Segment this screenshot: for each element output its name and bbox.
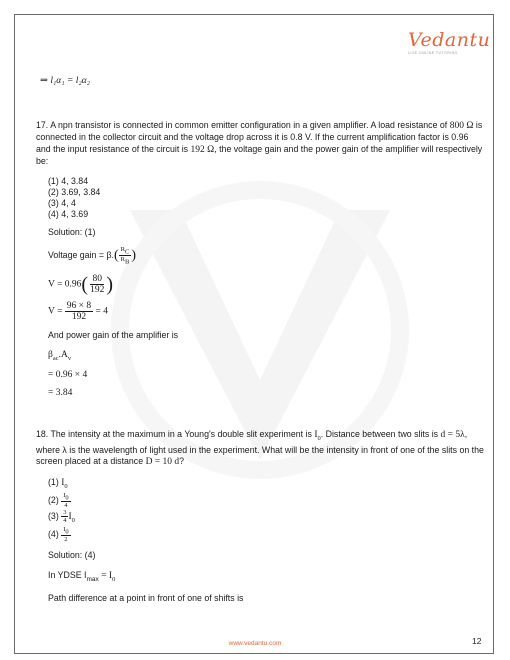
power-gain-step-2: = 3.84 <box>48 387 73 398</box>
power-gain-text: And power gain of the amplifier is <box>48 329 179 340</box>
option-3: (3) $\frac{3}{4}$ $I_0$ <box>48 509 75 525</box>
top-equation: ⇒ l₁α₁ = l₂α₂ <box>40 76 90 86</box>
question-18-options <box>36 477 484 543</box>
question-17-text: 17. A npn transistor is connected in common emitter configuration in a given amplifier. A load resistance of 800 Ω is connected in the collector circuit and the voltage drop across it is 0.8 V. If the current amplification factor is 0.96 and the input resistance of the circuit is 192 Ω, the voltage gain and the power gain of the amplifier will respectively be: <box>36 119 483 166</box>
ydse-imax: In YDSE $I_{max} = I_0$ <box>48 569 116 583</box>
option-1: (1) $I_0$ <box>48 476 68 490</box>
path-difference-text: Path difference at a point in front of one of shifts is <box>48 592 244 603</box>
option-4: (4) 4, 3.69 <box>48 208 89 219</box>
solution-18 <box>36 550 484 604</box>
option-1: (1) 4, 3.84 <box>48 175 89 186</box>
page-number: 12 <box>472 636 482 646</box>
question-17-options <box>36 176 484 220</box>
option-2: (2) 3.69, 3.84 <box>48 186 101 197</box>
option-3: (3) 4, 4 <box>48 197 76 208</box>
solution-18-answer: Solution: (4) <box>48 550 96 561</box>
solution-17 <box>36 227 484 400</box>
voltage-gain-step-2: V = $\frac{96 \times 8}{192}$ = 4 <box>48 300 109 322</box>
vedantu-logo <box>408 29 491 66</box>
logo-tagline: LIVE ONLINE TUTORING <box>408 51 458 55</box>
power-gain-formula: $\beta_{ac}.A_v$ <box>48 350 72 362</box>
option-4: (4) $\frac{I_0}{2}$ <box>48 525 69 544</box>
solution-17-answer: Solution: (1) <box>48 226 96 237</box>
question-17 <box>36 120 484 400</box>
logo-text: Vedantu <box>408 29 491 51</box>
question-18-text: 18. The intensity at the maximum in a Young's double slit experiment is $I_0$. Distance between two slits is d = 5λ, where λ is the wavelength of light used in the experiment. What will be the intensity in front of one of the slits on the screen placed at a distance D = 10 d? <box>36 429 484 468</box>
question-18 <box>36 429 484 604</box>
voltage-gain-formula: Voltage gain = β.( $\frac{R_C}{R_B}$ ) <box>48 246 136 266</box>
content <box>36 70 484 604</box>
voltage-gain-step-1: V = 0.96( $\frac{80}{192}$ ) <box>48 273 114 296</box>
option-2: (2) $\frac{I_0}{4}$ <box>48 491 69 510</box>
power-gain-step-1: = 0.96 × 4 <box>48 370 88 381</box>
footer-url[interactable]: www.vedantu.com <box>228 640 282 647</box>
